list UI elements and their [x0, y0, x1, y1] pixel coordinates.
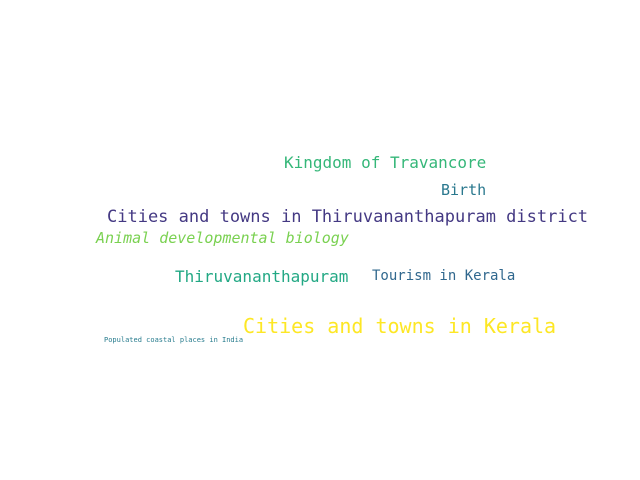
word-birth: Birth	[441, 181, 487, 199]
word-cities-and-towns-in-thiruvananthapuram-district: Cities and towns in Thiruvananthapuram district	[107, 207, 589, 227]
word-thiruvananthapuram: Thiruvananthapuram	[175, 267, 349, 286]
word-tourism-in-kerala: Tourism in Kerala	[372, 268, 516, 284]
word-populated-coastal-places-in-india: Populated coastal places in India	[104, 336, 244, 344]
word-kingdom-of-travancore: Kingdom of Travancore	[284, 153, 487, 172]
word-cities-and-towns-in-kerala: Cities and towns in Kerala	[243, 314, 557, 338]
word-animal-developmental-biology: Animal developmental biology	[96, 229, 349, 247]
